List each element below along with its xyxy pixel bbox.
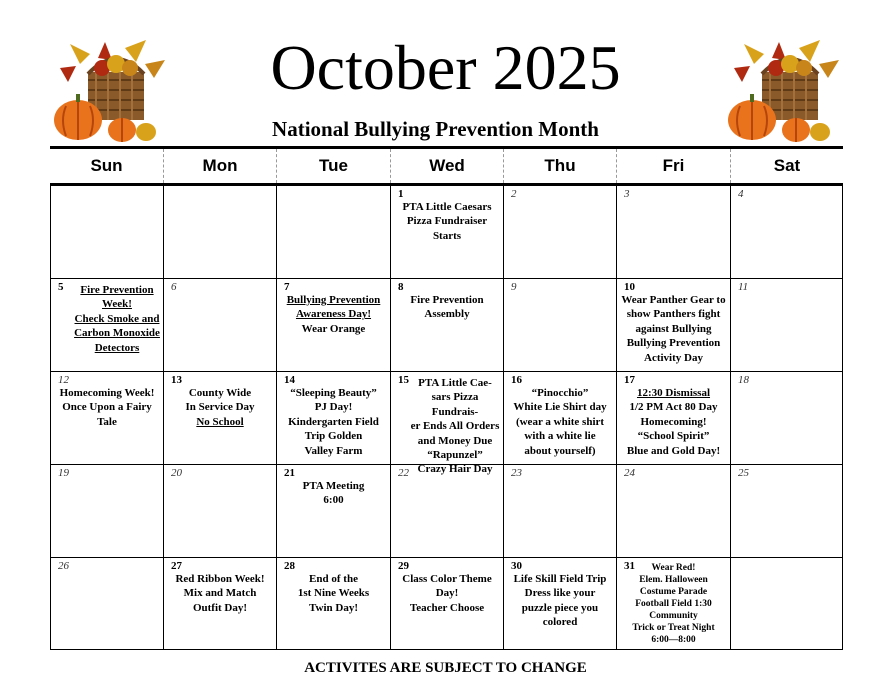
calendar-day-cell: [50, 186, 164, 279]
event-line: Bullying Prevention: [626, 337, 721, 350]
calendar-grid: [50, 186, 843, 650]
event-line: Week!: [102, 298, 132, 311]
day-number: 25: [738, 467, 749, 479]
event-line: Carbon Monoxide: [74, 327, 160, 340]
page-subtitle: National Bullying Prevention Month: [272, 117, 599, 141]
day-event: [393, 200, 501, 243]
event-line: PJ Day!: [314, 401, 353, 414]
calendar-day-cell: [277, 465, 391, 558]
event-line: “Pinocchio”: [531, 387, 589, 399]
day-number: 24: [624, 467, 635, 479]
calendar-day-cell: [617, 558, 731, 650]
day-number: 6: [171, 281, 177, 293]
event-line: Teacher Choose: [409, 601, 485, 614]
calendar: [50, 146, 843, 650]
event-line: Bullying Prevention: [286, 294, 381, 306]
event-line: 1st Nine Weeks: [297, 587, 370, 600]
event-line: Homecoming Week!: [59, 387, 155, 399]
day-number: 8: [398, 281, 404, 293]
day-event: [279, 386, 388, 458]
day-number: 10: [624, 281, 635, 293]
day-number: 3: [624, 188, 630, 200]
event-line: Blue and Gold Day!: [626, 444, 721, 457]
event-line: 6:00: [323, 494, 344, 507]
event-line: Tale: [97, 415, 117, 428]
event-line: Wear Orange: [301, 322, 366, 335]
day-number: 5: [58, 281, 64, 293]
day-event: [409, 376, 501, 477]
day-event: [619, 562, 728, 646]
event-line: Pizza Fundraiser: [406, 215, 488, 228]
event-line: Valley Farm: [304, 444, 363, 457]
day-number: 30: [511, 560, 522, 572]
event-line: sars Pizza Fundrais-: [431, 391, 479, 418]
event-line: No School: [196, 415, 244, 428]
calendar-day-cell: [50, 465, 164, 558]
day-number: 26: [58, 560, 69, 572]
day-number: 12: [58, 374, 69, 386]
calendar-day-cell: [391, 558, 504, 650]
calendar-day-cell: [164, 558, 277, 650]
calendar-day-cell: [277, 372, 391, 465]
day-number: 27: [171, 560, 182, 572]
event-line: 12:30 Dismissal: [636, 387, 711, 399]
event-line: Check Smoke and: [74, 312, 160, 325]
day-event: [619, 386, 728, 458]
calendar-day-cell: [164, 186, 277, 279]
event-line: Kindergarten Field: [288, 415, 379, 428]
event-line: with a white lie: [524, 430, 596, 443]
calendar-day-cell: [277, 186, 391, 279]
calendar-day-cell: [504, 558, 617, 650]
event-line: Trip Golden: [304, 430, 363, 443]
event-line: Mix and Match: [183, 587, 257, 600]
event-line: Dress like your: [524, 587, 596, 600]
calendar-day-cell: [504, 186, 617, 279]
calendar-day-cell: [617, 372, 731, 465]
event-line: Community: [649, 611, 698, 621]
event-line: Life Skill Field Trip: [513, 573, 607, 585]
event-line: Fire Prevention: [80, 284, 154, 296]
day-event: [53, 386, 161, 429]
calendar-day-cell: [617, 186, 731, 279]
day-event: [279, 293, 388, 336]
calendar-day-cell: [504, 279, 617, 372]
day-number: 2: [511, 188, 517, 200]
event-line: Trick or Treat Night: [632, 623, 715, 633]
day-event: [279, 479, 388, 508]
weekday-header-row: [50, 146, 843, 186]
day-number: 19: [58, 467, 69, 479]
event-line: End of the: [309, 573, 358, 585]
event-line: “Sleeping Beauty”: [290, 387, 377, 399]
event-line: Starts: [432, 229, 462, 242]
weekday-header-wed: Wed: [391, 149, 504, 183]
event-line: Football Field 1:30: [635, 599, 712, 609]
calendar-day-cell: [277, 558, 391, 650]
event-line: Wear Red!: [651, 563, 696, 573]
day-number: 13: [171, 374, 182, 386]
calendar-day-cell: [164, 279, 277, 372]
day-event: [506, 386, 614, 458]
event-line: County Wide: [188, 387, 252, 399]
event-line: Wear Panther Gear to: [621, 294, 726, 306]
weekday-header-mon: Mon: [164, 149, 277, 183]
calendar-day-cell: [504, 372, 617, 465]
event-line: Costume Parade: [639, 587, 708, 597]
calendar-day-cell: [277, 279, 391, 372]
day-number: 15: [398, 374, 409, 386]
day-number: 22: [398, 467, 409, 479]
event-line: “Rapunzel”: [427, 449, 483, 462]
calendar-day-cell: [391, 279, 504, 372]
weekday-header-sat: Sat: [773, 156, 801, 175]
day-event: [619, 293, 728, 365]
weekday-header-sun: Sun: [50, 149, 164, 183]
pumpkin-basket-icon: [724, 34, 842, 146]
event-line: er Ends All Orders: [410, 420, 500, 433]
day-number: 21: [284, 467, 295, 479]
event-line: Red Ribbon Week!: [175, 573, 265, 585]
day-number: 9: [511, 281, 517, 293]
calendar-day-cell: [391, 186, 504, 279]
event-line: Outfit Day!: [192, 601, 248, 614]
calendar-day-cell: [617, 465, 731, 558]
pumpkin-basket-icon: [50, 34, 168, 146]
page-title: October 2025: [270, 32, 621, 103]
event-line: 6:00—8:00: [651, 635, 696, 645]
day-number: 17: [624, 374, 635, 386]
event-line: “School Spirit”: [637, 430, 710, 443]
weekday-header-fri: Fri: [617, 149, 731, 183]
event-line: and Money Due: [417, 434, 493, 447]
event-line: Elem. Halloween: [639, 575, 708, 585]
event-line: PTA Little Caesars: [402, 201, 492, 213]
day-number: 1: [398, 188, 404, 200]
event-line: Twin Day!: [309, 601, 358, 614]
day-event: [279, 572, 388, 615]
event-line: PTA Little Cae-: [418, 377, 492, 389]
event-line: Class Color Theme: [402, 573, 492, 585]
calendar-day-cell: [50, 372, 164, 465]
calendar-day-cell: [617, 279, 731, 372]
calendar-day-cell: [391, 465, 504, 558]
event-line: Crazy Hair Day: [417, 463, 493, 476]
calendar-day-cell: [731, 558, 843, 650]
calendar-day-cell: [731, 279, 843, 372]
event-line: Detectors: [94, 341, 140, 354]
day-number: 16: [511, 374, 522, 386]
weekday-header-thu: Thu: [504, 149, 617, 183]
event-line: Once Upon a Fairy: [62, 401, 152, 414]
day-number: 31: [624, 560, 635, 572]
event-line: (wear a white shirt: [515, 415, 605, 428]
day-event: [506, 572, 614, 630]
day-event: [73, 283, 161, 355]
event-line: about yourself): [524, 444, 596, 457]
day-number: 23: [511, 467, 522, 479]
day-event: [166, 572, 274, 615]
event-line: Activity Day: [644, 351, 703, 364]
calendar-day-cell: [164, 372, 277, 465]
calendar-day-cell: [731, 465, 843, 558]
event-line: puzzle piece you: [521, 601, 599, 614]
event-line: against Bullying: [635, 322, 712, 335]
calendar-day-cell: [50, 279, 164, 372]
day-number: 4: [738, 188, 744, 200]
event-line: 1/2 PM Act 80 Day: [629, 401, 718, 414]
day-event: [166, 386, 274, 429]
day-number: 14: [284, 374, 295, 386]
day-number: 7: [284, 281, 290, 293]
event-line: Day!: [435, 587, 459, 600]
day-event: [393, 293, 501, 322]
calendar-day-cell: [504, 465, 617, 558]
event-line: Assembly: [424, 308, 470, 321]
day-number: 28: [284, 560, 295, 572]
event-line: PTA Meeting: [302, 480, 365, 492]
day-event: [393, 572, 501, 615]
calendar-day-cell: [731, 186, 843, 279]
event-line: show Panthers fight: [626, 308, 721, 321]
event-line: Homecoming!: [640, 415, 707, 428]
event-line: Fire Prevention: [410, 294, 484, 306]
day-number: 29: [398, 560, 409, 572]
event-line: White Lie Shirt day: [513, 401, 607, 414]
day-number: 18: [738, 374, 749, 386]
footer-note: ACTIVITES ARE SUBJECT TO CHANGE: [304, 660, 587, 676]
calendar-day-cell: [164, 465, 277, 558]
event-line: colored: [542, 616, 578, 629]
event-line: Awareness Day!: [295, 308, 372, 321]
calendar-day-cell: [731, 372, 843, 465]
day-number: 20: [171, 467, 182, 479]
calendar-day-cell: [50, 558, 164, 650]
weekday-header-tue: Tue: [277, 149, 391, 183]
event-line: In Service Day: [185, 401, 255, 414]
day-number: 11: [738, 281, 749, 293]
